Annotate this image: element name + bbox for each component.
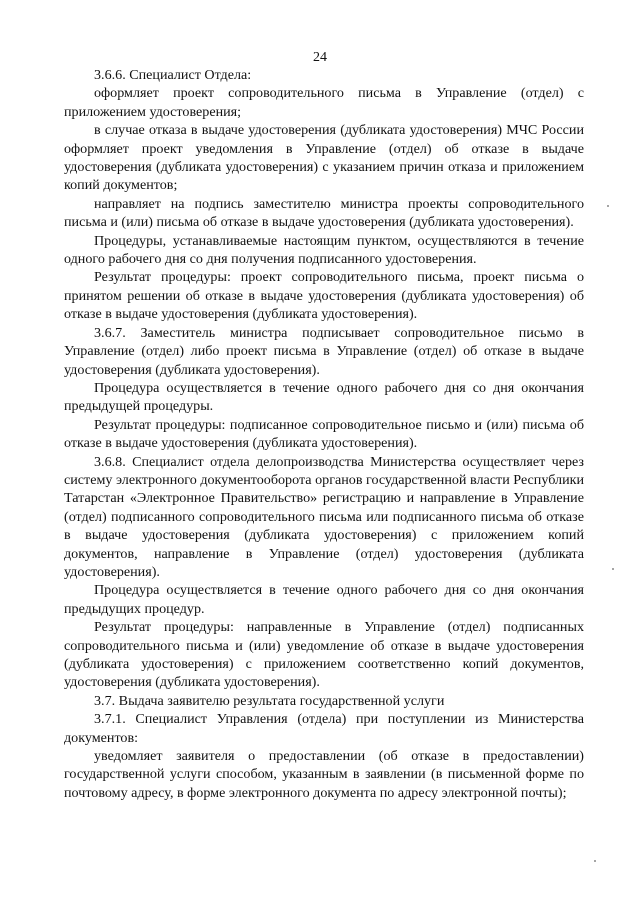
paragraph-refusal-notice-draft: в случае отказа в выдаче удостоверения (дубликата удостоверения) МЧС России оформляет проект уведомления в Управление (отдел) об отказе в выдаче удостоверения (дубликата удостоверения) с указанием причин отказа и приложением копий документов; [64,122,584,194]
document-body [64,66,584,802]
paragraph-procedure-duration-2: Процедура осуществляется в течение одного рабочего дня со дня окончания предыдущей процедуры. [64,379,584,415]
paragraph-3-7-heading: 3.7. Выдача заявителю результата государственной услуги [94,692,445,709]
paragraph-procedure-result-2: Результат процедуры: подписанное сопроводительное письмо и (или) письма об отказе в выдаче удостоверения (дубликата удостоверения). [64,416,584,452]
scan-artifact [594,860,596,862]
paragraph-3-6-8: 3.6.8. Специалист отдела делопроизводства Министерства осуществляет через систему электронного документооборота органов государственной власти Республики Татарстан «Электронное Правительство» регистрацию и направление в Управление (отдел) подписанного сопроводительного письма или подписанного письма об отказе в выдаче удостоверения (дубликата удостоверения) с приложением копий документов, направление в Управление (отдел) удостоверения (дубликата удостоверения). [64,453,584,580]
paragraph-procedure-duration-3: Процедура осуществляется в течение одного рабочего дня со дня окончания предыдущих процедур. [64,582,584,617]
paragraph-prepare-cover-letter: оформляет проект сопроводительного письма в Управление (отдел) с приложением удостоверения; [64,85,584,120]
scan-artifact [612,568,614,570]
scan-artifact [607,205,609,207]
paragraph-procedure-result-3: Результат процедуры: направленные в Управление (отдел) подписанных сопроводительного письма и (или) уведомление об отказе в выдаче удостоверения (дубликата удостоверения) с приложением соответственно копий документов, удостоверения (дубликата удостоверения). [64,619,584,691]
paragraph-3-7-1: 3.7.1. Специалист Управления (отдела) при поступлении из Министерства документов: [64,711,584,746]
paragraph-send-for-signature: направляет на подпись заместителю министра проекты сопроводительного письма и (или) письма об отказе в выдаче удостоверения (дубликата удостоверения). [64,195,584,231]
paragraph-3-6-6-heading: 3.6.6. Специалист Отдела: [94,67,252,83]
paragraph-3-6-7: 3.6.7. Заместитель министра подписывает сопроводительное письмо в Управление (отдел) либо проект письма в Управление (отдел) об отказе в выдаче удостоверения (дубликата удостоверения). [64,324,584,378]
paragraph-procedure-result-1: Результат процедуры: проект сопроводительного письма, проект письма о принятом решении об отказе в выдаче удостоверения (дубликата удостоверения) об отказе в выдаче удостоверения (дубликата удостоверения). [64,269,584,323]
paragraph-notify-applicant: уведомляет заявителя о предоставлении (об отказе в предоставлении) государственной услуги способом, указанным в заявлении (в письменной форме по почтовому адресу, в форме электронного документа по адресу электронной почты); [64,748,584,801]
paragraph-procedure-duration-1: Процедуры, устанавливаемые настоящим пунктом, осуществляются в течение одного рабочего дня со дня получения подписанного удостоверения. [64,232,584,268]
page-number: 24 [313,50,327,65]
